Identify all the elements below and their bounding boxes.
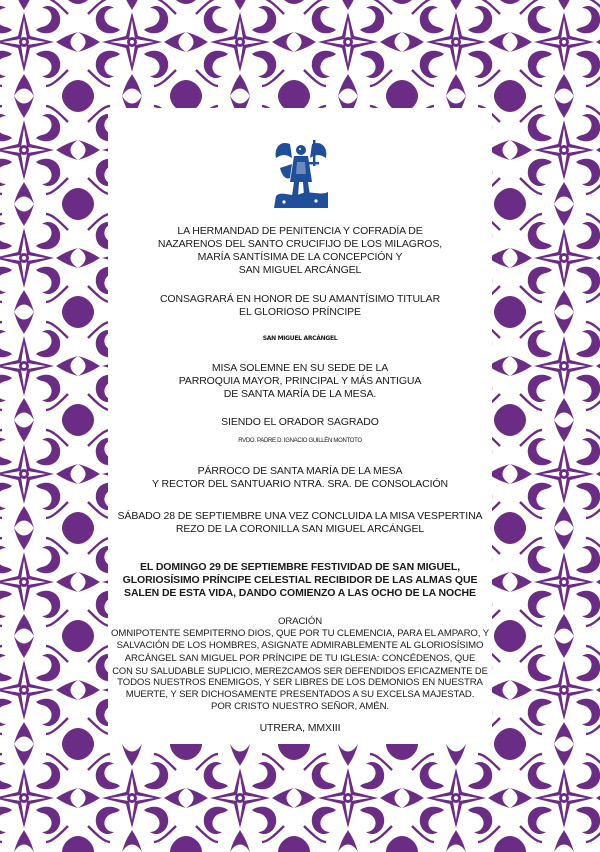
mass-text bbox=[108, 362, 492, 401]
brotherhood-names bbox=[108, 225, 492, 277]
prayer-heading: ORACIÓN bbox=[277, 616, 323, 627]
main-title: SAN MIGUEL ARCÁNGEL bbox=[262, 335, 338, 342]
intro-line: NAZARENOS DEL SANTO CRUCIFIJO DE LOS MILAGROS, bbox=[157, 238, 443, 250]
saturday-line: REZO DE LA CORONILLA SAN MIGUEL ARCÁNGEL bbox=[175, 523, 425, 535]
sunday-line: GLORIOSÍSIMO PRÍNCIPE CELESTIAL RECIBIDOR DE LAS ALMAS QUE bbox=[122, 574, 478, 586]
intro-line: MARÍA SANTÍSIMA DE LA CONCEPCIÓN Y bbox=[197, 251, 403, 263]
prayer-line: TODOS NUESTROS ENEMIGOS, Y SER LIBRES DE LOS DEMONIOS EN NUESTRA bbox=[117, 677, 483, 689]
sunday-line: SALEN DE ESTA VIDA, DANDO COMIENZO A LAS OCHO DE LA NOCHE bbox=[124, 587, 476, 599]
orator-roles bbox=[108, 465, 492, 491]
mass-line: PARROQUIA MAYOR, PRINCIPAL Y MÁS ANTIGUA bbox=[178, 375, 422, 387]
prayer-line: OMNIPOTENTE SEMPITERNO DIOS, QUE POR TU CLEMENCIA, PARA EL AMPARO, Y bbox=[110, 628, 490, 640]
orator-name: RVDO. PADRE D. IGNACIO GUILLÉN MONTOTO bbox=[238, 438, 362, 444]
saint-michael-archangel-emblem-icon bbox=[270, 138, 332, 210]
place-date: UTRERA, MMXIII bbox=[259, 722, 341, 734]
orator-role-line: Y RECTOR DEL SANTUARIO NTRA. SRA. DE CONSOLACIÓN bbox=[151, 478, 449, 490]
sunday-line: EL DOMINGO 29 DE SEPTIEMBRE FESTIVIDAD DE SAN MIGUEL, bbox=[139, 561, 461, 573]
saturday-line: SÁBADO 28 DE SEPTIEMBRE UNA VEZ CONCLUIDA LA MISA VESPERTINA bbox=[117, 510, 483, 522]
announcement-panel bbox=[108, 108, 492, 744]
prayer-line: ARCÁNGEL SAN MIGUEL POR PRÍNCIPE DE TU IGLESIA: CONCÉDENOS, QUE bbox=[124, 652, 476, 664]
intro-line: LA HERMANDAD DE PENITENCIA Y COFRADÍA DE bbox=[177, 225, 423, 237]
prayer-line: MUERTE, Y SER DICHOSAMENTE PRESENTADOS A SU EXCELSA MAJESTAD. bbox=[125, 689, 475, 701]
consecration-line: CONSAGRARÁ EN HONOR DE SU AMANTÍSIMO TITULAR bbox=[159, 293, 441, 305]
sunday-text bbox=[108, 561, 492, 600]
mass-line: MISA SOLEMNE EN SU SEDE DE LA bbox=[211, 362, 389, 374]
orator-intro: SIENDO EL ORADOR SAGRADO bbox=[221, 416, 379, 428]
consecration-text bbox=[108, 293, 492, 319]
prayer-line: CON SU SALUDABLE SUPLICIO, MEREZCAMOS SER DEFENDIDOS EFICAZMENTE DE bbox=[112, 665, 488, 676]
intro-line: SAN MIGUEL ARCÁNGEL bbox=[238, 264, 362, 276]
saturday-text bbox=[108, 510, 492, 536]
prayer-line: POR CRISTO NUESTRO SEÑOR, AMÉN. bbox=[211, 701, 389, 713]
orator-role-line: PÁRROCO DE SANTA MARÍA DE LA MESA bbox=[197, 465, 403, 477]
prayer bbox=[108, 616, 492, 714]
prayer-line: SALVACIÓN DE LOS HOMBRES, ASIGNATE ADMIRABLEMENTE AL GLORIOSÍSIMO bbox=[116, 640, 484, 652]
consecration-line: EL GLORIOSO PRÍNCIPE bbox=[239, 306, 361, 318]
mass-line: DE SANTA MARÍA DE LA MESA. bbox=[223, 388, 377, 400]
